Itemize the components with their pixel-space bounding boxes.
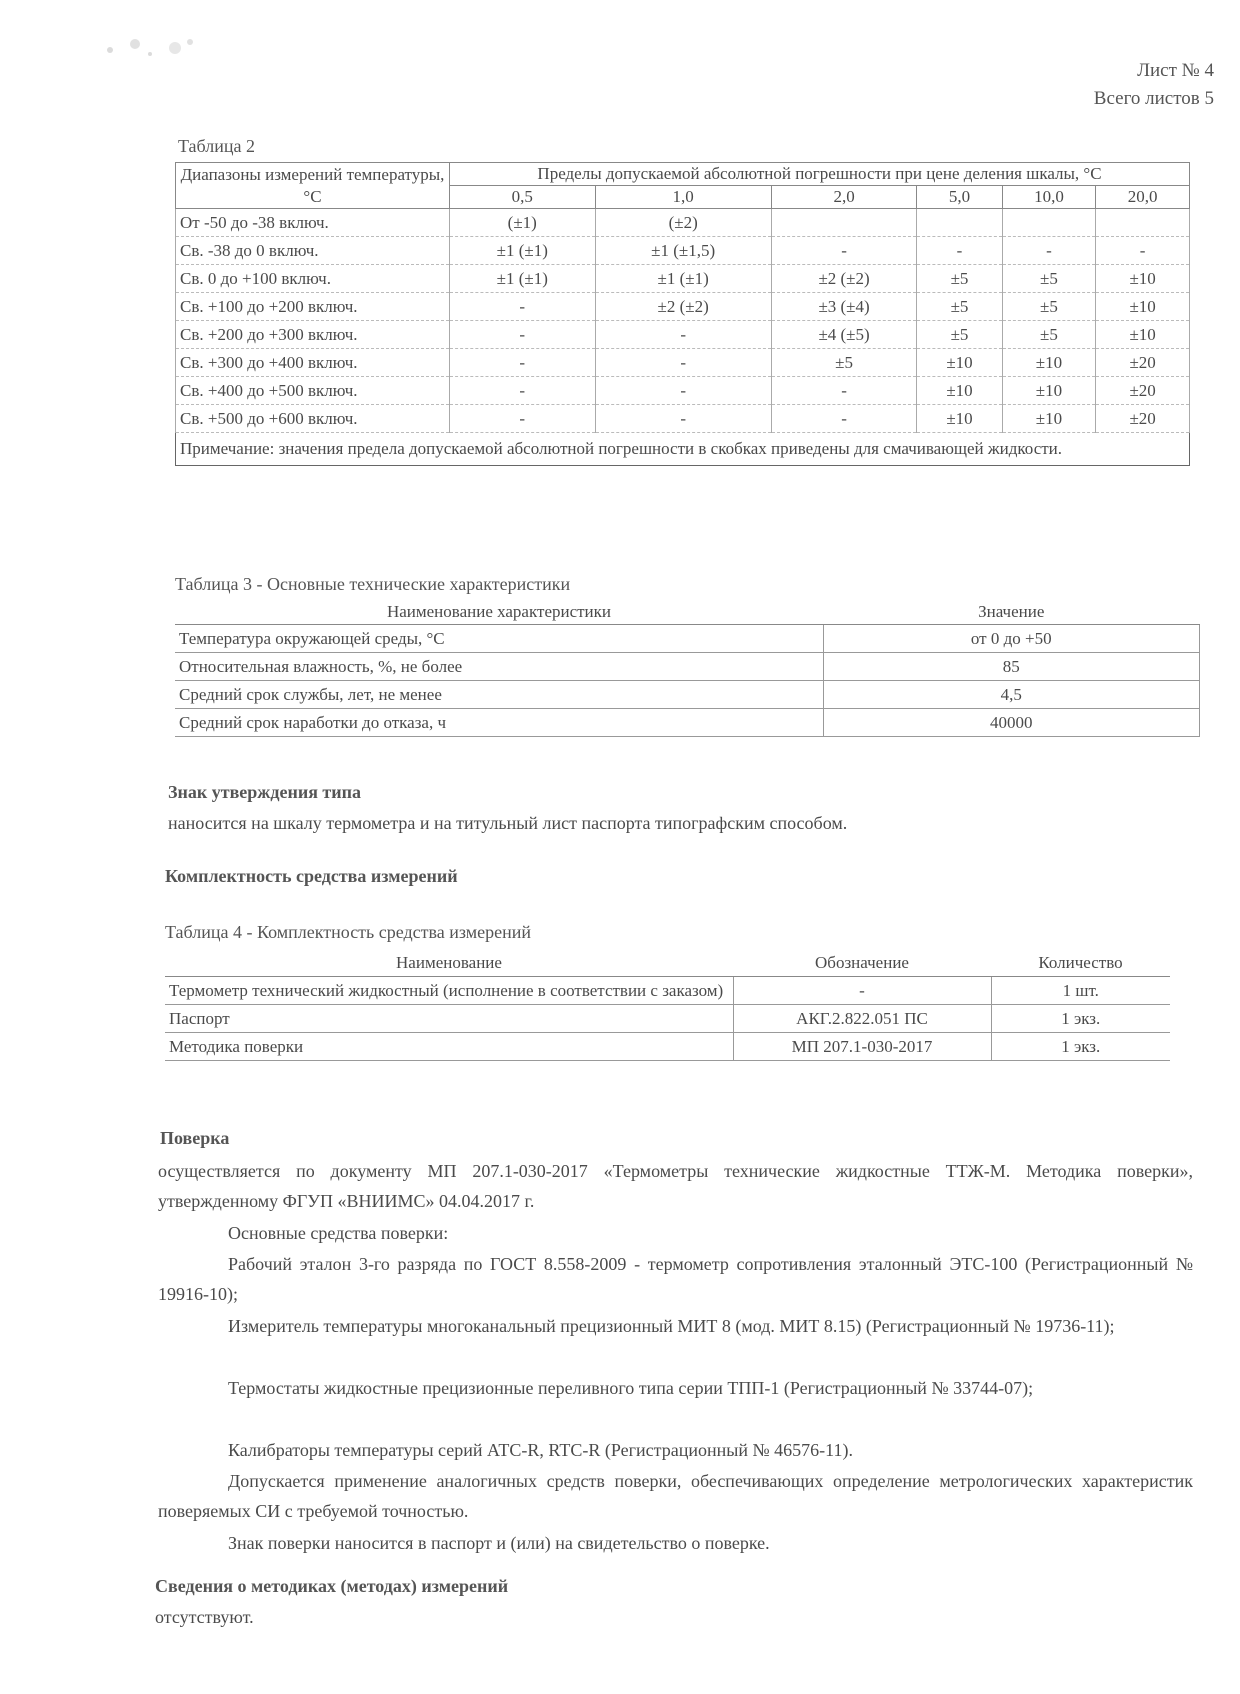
error-limit-cell: - xyxy=(450,321,596,349)
division-header-cell: 0,5 xyxy=(450,186,596,209)
error-limit-cell: ±3 (±4) xyxy=(771,293,917,321)
table-row xyxy=(176,293,1190,321)
table-row xyxy=(175,709,1200,737)
item-code-cell: - xyxy=(733,977,991,1005)
approval-text: наносится на шкалу термометра и на титульный лист паспорта типографским способом. xyxy=(168,813,848,833)
specs-table xyxy=(175,600,1200,737)
error-limit-cell: ±10 xyxy=(1096,321,1190,349)
completeness-table xyxy=(165,950,1170,1061)
col-range-header: Диапазоны измерений температуры, °С xyxy=(176,163,450,209)
error-limit-cell: ±20 xyxy=(1096,349,1190,377)
methods-heading: Сведения о методиках (методах) измерений xyxy=(155,1576,509,1596)
completeness-heading: Комплектность средства измерений xyxy=(165,866,458,886)
table2-caption: Таблица 2 xyxy=(178,136,255,156)
error-limit-cell: - xyxy=(595,405,771,433)
division-header-cell: 5,0 xyxy=(917,186,1002,209)
error-limit-cell: - xyxy=(595,377,771,405)
verification-heading: Поверка xyxy=(160,1128,230,1148)
verification-p8: Знак поверки наносится в паспорт и (или) на свидетельство о поверке. xyxy=(228,1533,770,1553)
verification-p6: Калибраторы температуры серий АТС-R, RTC-R (Регистрационный № 46576-11). xyxy=(228,1440,853,1460)
accuracy-table-body xyxy=(176,209,1190,433)
spec-value-cell: 4,5 xyxy=(823,681,1200,709)
error-limit-cell: ±5 xyxy=(917,321,1002,349)
verification-p1: осуществляется по документу МП 207.1-030-2017 «Термометры технические жидкостные ТТЖ-М. Методика поверки», утвержденному ФГУП «ВНИИМС» 04.04.2017 г. xyxy=(158,1161,1193,1211)
error-limit-cell: (±1) xyxy=(450,209,596,237)
approval-heading: Знак утверждения типа xyxy=(168,782,362,802)
error-limit-cell: - xyxy=(450,405,596,433)
error-limit-cell: - xyxy=(771,237,917,265)
item-name-cell: Термометр технический жидкостный (исполнение в соответствии с заказом) xyxy=(165,977,733,1005)
error-limit-cell: - xyxy=(595,349,771,377)
error-limit-cell: - xyxy=(450,377,596,405)
item-qty-cell: 1 экз. xyxy=(991,1005,1170,1033)
table-row xyxy=(176,405,1190,433)
error-limit-cell: ±10 xyxy=(1002,349,1096,377)
error-limit-cell: (±2) xyxy=(595,209,771,237)
verification-p5: Термостаты жидкостные прецизионные переливного типа серии ТПП-1 (Регистрационный № 33744-07); xyxy=(228,1378,1034,1398)
range-cell: Св. +100 до +200 включ. xyxy=(176,293,450,321)
table-row xyxy=(175,653,1200,681)
table-row xyxy=(176,265,1190,293)
error-limit-cell: ±5 xyxy=(1002,293,1096,321)
methods-text: отсутствуют. xyxy=(155,1607,254,1627)
spec-name-cell: Температура окружающей среды, °С xyxy=(175,625,823,653)
table3-caption: Таблица 3 - Основные технические характеристики xyxy=(175,574,571,594)
error-limit-cell: - xyxy=(771,405,917,433)
error-limit-cell xyxy=(771,209,917,237)
error-limit-cell: ±10 xyxy=(917,377,1002,405)
error-limit-cell: - xyxy=(450,349,596,377)
error-limit-cell: - xyxy=(771,377,917,405)
division-header-cell: 1,0 xyxy=(595,186,771,209)
table-row xyxy=(176,237,1190,265)
error-limit-cell: ±10 xyxy=(917,405,1002,433)
verification-p4: Измеритель температуры многоканальный прецизионный МИТ 8 (мод. МИТ 8.15) (Регистрационный № 19736-11); xyxy=(228,1316,1115,1336)
error-limit-cell: ±10 xyxy=(1096,265,1190,293)
col-item-code-header: Обозначение xyxy=(733,950,991,977)
spec-value-cell: 85 xyxy=(823,653,1200,681)
col-item-qty-header: Количество xyxy=(991,950,1170,977)
error-limit-cell: ±5 xyxy=(917,265,1002,293)
table-row xyxy=(175,625,1200,653)
sheet-total: Всего листов 5 xyxy=(1093,88,1214,109)
error-limit-cell: ±10 xyxy=(1096,293,1190,321)
table-row xyxy=(176,377,1190,405)
error-limit-cell: ±5 xyxy=(1002,321,1096,349)
range-cell: Св. +500 до +600 включ. xyxy=(176,405,450,433)
error-limit-cell: - xyxy=(450,293,596,321)
range-cell: Св. +200 до +300 включ. xyxy=(176,321,450,349)
item-qty-cell: 1 шт. xyxy=(991,977,1170,1005)
division-header-cell: 2,0 xyxy=(771,186,917,209)
error-limit-cell: ±1 (±1) xyxy=(450,265,596,293)
verification-p3: Рабочий эталон 3-го разряда по ГОСТ 8.558-2009 - термометр сопротивления эталонный ЭТС-100 (Регистрационный № 19916-10); xyxy=(158,1254,1193,1304)
spec-name-cell: Относительная влажность, %, не более xyxy=(175,653,823,681)
error-limit-cell: ±10 xyxy=(1002,405,1096,433)
table2-note: Примечание: значения предела допускаемой абсолютной погрешности в скобках приведены для смачивающей жидкости. xyxy=(180,439,1063,458)
item-code-cell: АКГ.2.822.051 ПС xyxy=(733,1005,991,1033)
table-row xyxy=(165,977,1170,1005)
error-limit-cell xyxy=(917,209,1002,237)
error-limit-cell: ±5 xyxy=(917,293,1002,321)
error-limit-cell: ±10 xyxy=(917,349,1002,377)
item-name-cell: Паспорт xyxy=(165,1005,733,1033)
col-limits-header: Пределы допускаемой абсолютной погрешности при цене деления шкалы, °С xyxy=(450,163,1190,186)
error-limit-cell: ±20 xyxy=(1096,377,1190,405)
division-header-cell: 20,0 xyxy=(1096,186,1190,209)
verification-p2: Основные средства поверки: xyxy=(228,1223,449,1243)
error-limit-cell: ±10 xyxy=(1002,377,1096,405)
error-limit-cell xyxy=(1096,209,1190,237)
scan-smudge xyxy=(90,30,210,70)
error-limit-cell: ±2 (±2) xyxy=(595,293,771,321)
sheet-number: Лист № 4 xyxy=(1137,60,1214,81)
spec-value-cell: 40000 xyxy=(823,709,1200,737)
spec-name-cell: Средний срок наработки до отказа, ч xyxy=(175,709,823,737)
table4-caption: Таблица 4 - Комплектность средства измерений xyxy=(165,922,532,942)
item-code-cell: МП 207.1-030-2017 xyxy=(733,1033,991,1061)
error-limit-cell: - xyxy=(1096,237,1190,265)
item-name-cell: Методика поверки xyxy=(165,1033,733,1061)
error-limit-cell: ±2 (±2) xyxy=(771,265,917,293)
division-header-cell: 10,0 xyxy=(1002,186,1096,209)
error-limit-cell: ±5 xyxy=(1002,265,1096,293)
error-limit-cell: - xyxy=(917,237,1002,265)
table-row xyxy=(176,321,1190,349)
col-item-name-header: Наименование xyxy=(165,950,733,977)
item-qty-cell: 1 экз. xyxy=(991,1033,1170,1061)
table-row xyxy=(165,1033,1170,1061)
error-limit-cell: ±20 xyxy=(1096,405,1190,433)
specs-table-body xyxy=(175,625,1200,737)
accuracy-table xyxy=(175,162,1190,466)
error-limit-cell: - xyxy=(595,321,771,349)
error-limit-cell: - xyxy=(1002,237,1096,265)
range-cell: Св. -38 до 0 включ. xyxy=(176,237,450,265)
error-limit-cell: ±1 (±1) xyxy=(450,237,596,265)
error-limit-cell: ±1 (±1,5) xyxy=(595,237,771,265)
range-cell: Св. +400 до +500 включ. xyxy=(176,377,450,405)
col-spec-value-header: Значение xyxy=(823,600,1200,625)
verification-p7: Допускается применение аналогичных средств поверки, обеспечивающих определение метрологических характеристик поверяемых СИ с требуемой точностью. xyxy=(158,1471,1193,1521)
table-row xyxy=(175,681,1200,709)
table-row xyxy=(165,1005,1170,1033)
completeness-table-body xyxy=(165,977,1170,1061)
error-limit-cell: ±4 (±5) xyxy=(771,321,917,349)
range-cell: От -50 до -38 включ. xyxy=(176,209,450,237)
range-cell: Св. +300 до +400 включ. xyxy=(176,349,450,377)
spec-name-cell: Средний срок службы, лет, не менее xyxy=(175,681,823,709)
error-limit-cell: ±5 xyxy=(771,349,917,377)
error-limit-cell xyxy=(1002,209,1096,237)
error-limit-cell: ±1 (±1) xyxy=(595,265,771,293)
table-row xyxy=(176,349,1190,377)
table-row xyxy=(176,209,1190,237)
spec-value-cell: от 0 до +50 xyxy=(823,625,1200,653)
range-cell: Св. 0 до +100 включ. xyxy=(176,265,450,293)
col-spec-name-header: Наименование характеристики xyxy=(175,600,823,625)
